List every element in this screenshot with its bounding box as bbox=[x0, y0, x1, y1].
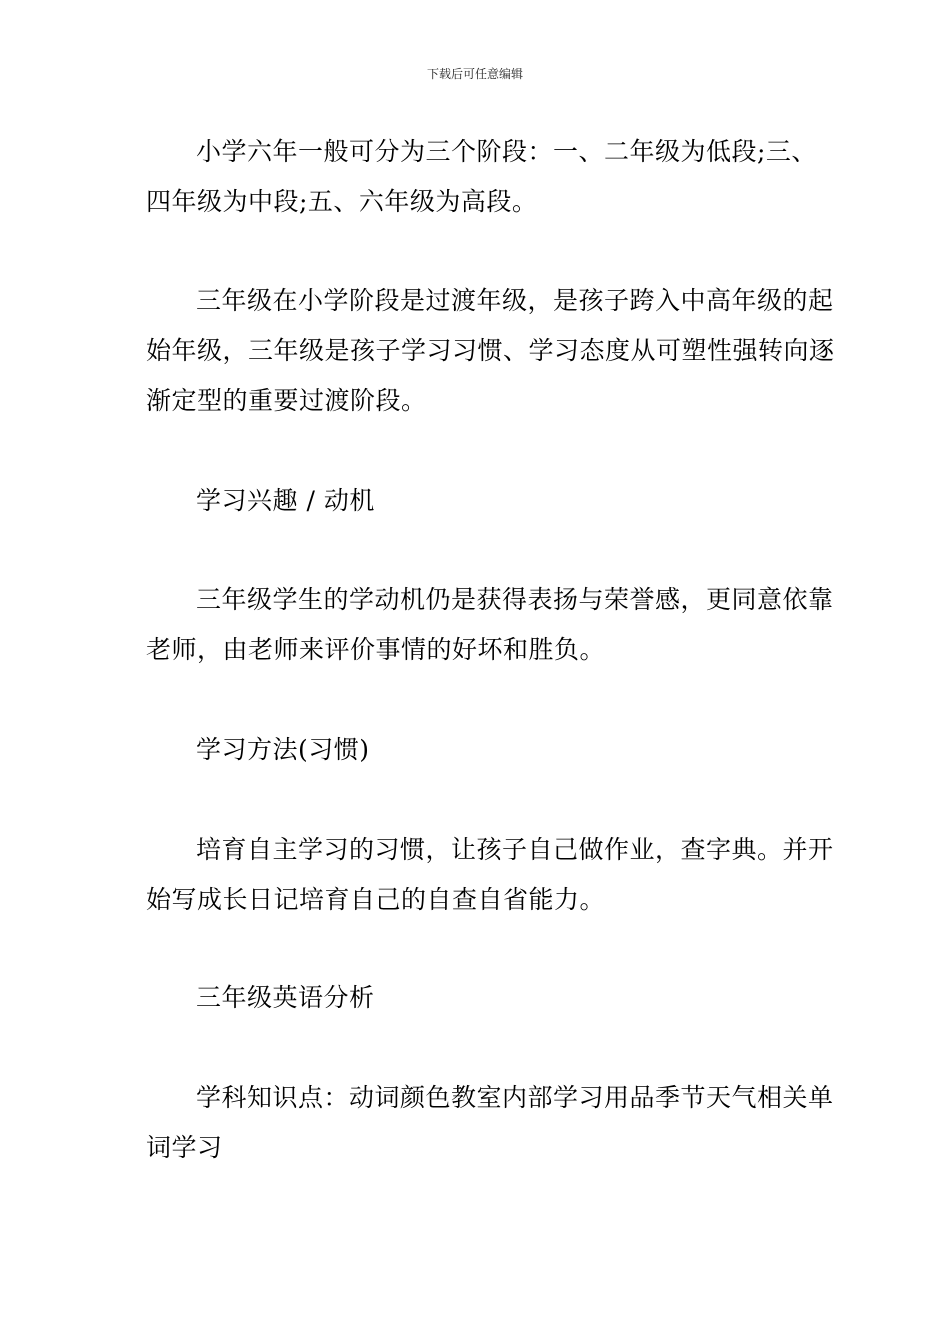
paragraph-learning-motivation: 三年级学生的学动机仍是获得表扬与荣誉感，更同意依靠老师，由老师来评价事情的好坏和胜负。 bbox=[146, 585, 834, 664]
paragraph-school-stages: 小学六年一般可分为三个阶段：一、二年级为低段;三、四年级为中段;五、六年级为高段。 bbox=[146, 137, 817, 216]
heading-learning-interest: 学习兴趣 / 动机 bbox=[196, 486, 375, 515]
paragraph-study-habits: 培育自主学习的习惯，让孩子自己做作业，查字典。并开始写成长日记培育自己的自查自省能力。 bbox=[146, 835, 834, 914]
heading-english-analysis: 三年级英语分析 bbox=[196, 983, 375, 1012]
heading-learning-method: 学习方法(习惯) bbox=[196, 735, 370, 764]
page-header-note: 下载后可任意编辑 bbox=[426, 67, 523, 81]
paragraph-grade-three-transition: 三年级在小学阶段是过渡年级，是孩子跨入中高年级的起始年级，三年级是孩子学习习惯、学习态度从可塑性强转向逐渐定型的重要过渡阶段。 bbox=[146, 286, 835, 415]
paragraph-knowledge-points: 学科知识点：动词颜色教室内部学习用品季节天气相关单词学习 bbox=[146, 1083, 834, 1162]
